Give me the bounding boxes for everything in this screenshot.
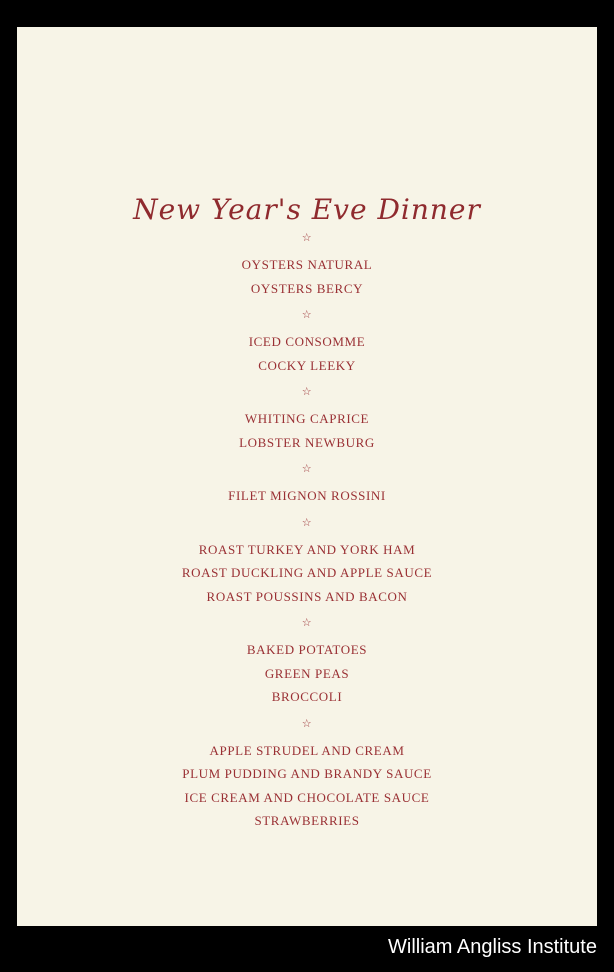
menu-item: BAKED POTATOES xyxy=(246,642,368,657)
star-outline-icon: ☆ xyxy=(301,386,313,398)
star-outline-icon: ☆ xyxy=(301,232,313,244)
star-outline-icon: ☆ xyxy=(301,516,313,529)
menu-item: ICE CREAM AND CHOCOLATE SAUCE xyxy=(184,789,430,805)
menu-item: STRAWBERRIES xyxy=(254,813,360,828)
star-outline-icon: ☆ xyxy=(301,463,313,475)
star-outline-icon: ☆ xyxy=(301,717,313,730)
menu-item: PLUM PUDDING AND BRANDY SAUCE xyxy=(182,766,432,781)
menu-course xyxy=(17,407,597,454)
menu-item: ROAST TURKEY AND YORK HAM xyxy=(198,541,416,557)
menu-item: APPLE STRUDEL AND CREAM xyxy=(209,742,405,758)
menu-item: COCKY LEEKY xyxy=(258,357,356,373)
menu-course xyxy=(17,538,597,609)
menu-course xyxy=(17,484,597,508)
menu-item: OYSTERS NATURAL xyxy=(241,257,373,272)
menu-list xyxy=(17,223,597,833)
menu-course xyxy=(17,638,597,709)
menu-item: OYSTERS BERCY xyxy=(250,280,364,296)
menu-course xyxy=(17,253,597,300)
menu-item: WHITING CAPRICE xyxy=(244,411,370,426)
menu-course xyxy=(17,330,597,377)
star-outline-icon: ☆ xyxy=(301,617,313,629)
menu-course xyxy=(17,739,597,833)
menu-item: FILET MIGNON ROSSINI xyxy=(228,488,386,503)
menu-item: GREEN PEAS xyxy=(264,665,350,681)
institute-caption: William Angliss Institute xyxy=(388,936,597,958)
menu-title: New Year's Eve Dinner xyxy=(133,193,481,226)
menu-item: ROAST POUSSINS AND BACON xyxy=(206,588,408,604)
menu-item: ROAST DUCKLING AND APPLE SAUCE xyxy=(181,565,433,580)
menu-card xyxy=(17,27,597,926)
menu-item: LOBSTER NEWBURG xyxy=(239,434,375,450)
menu-item: BROCCOLI xyxy=(271,689,343,704)
star-outline-icon: ☆ xyxy=(301,309,313,321)
menu-item: ICED CONSOMME xyxy=(248,334,366,349)
